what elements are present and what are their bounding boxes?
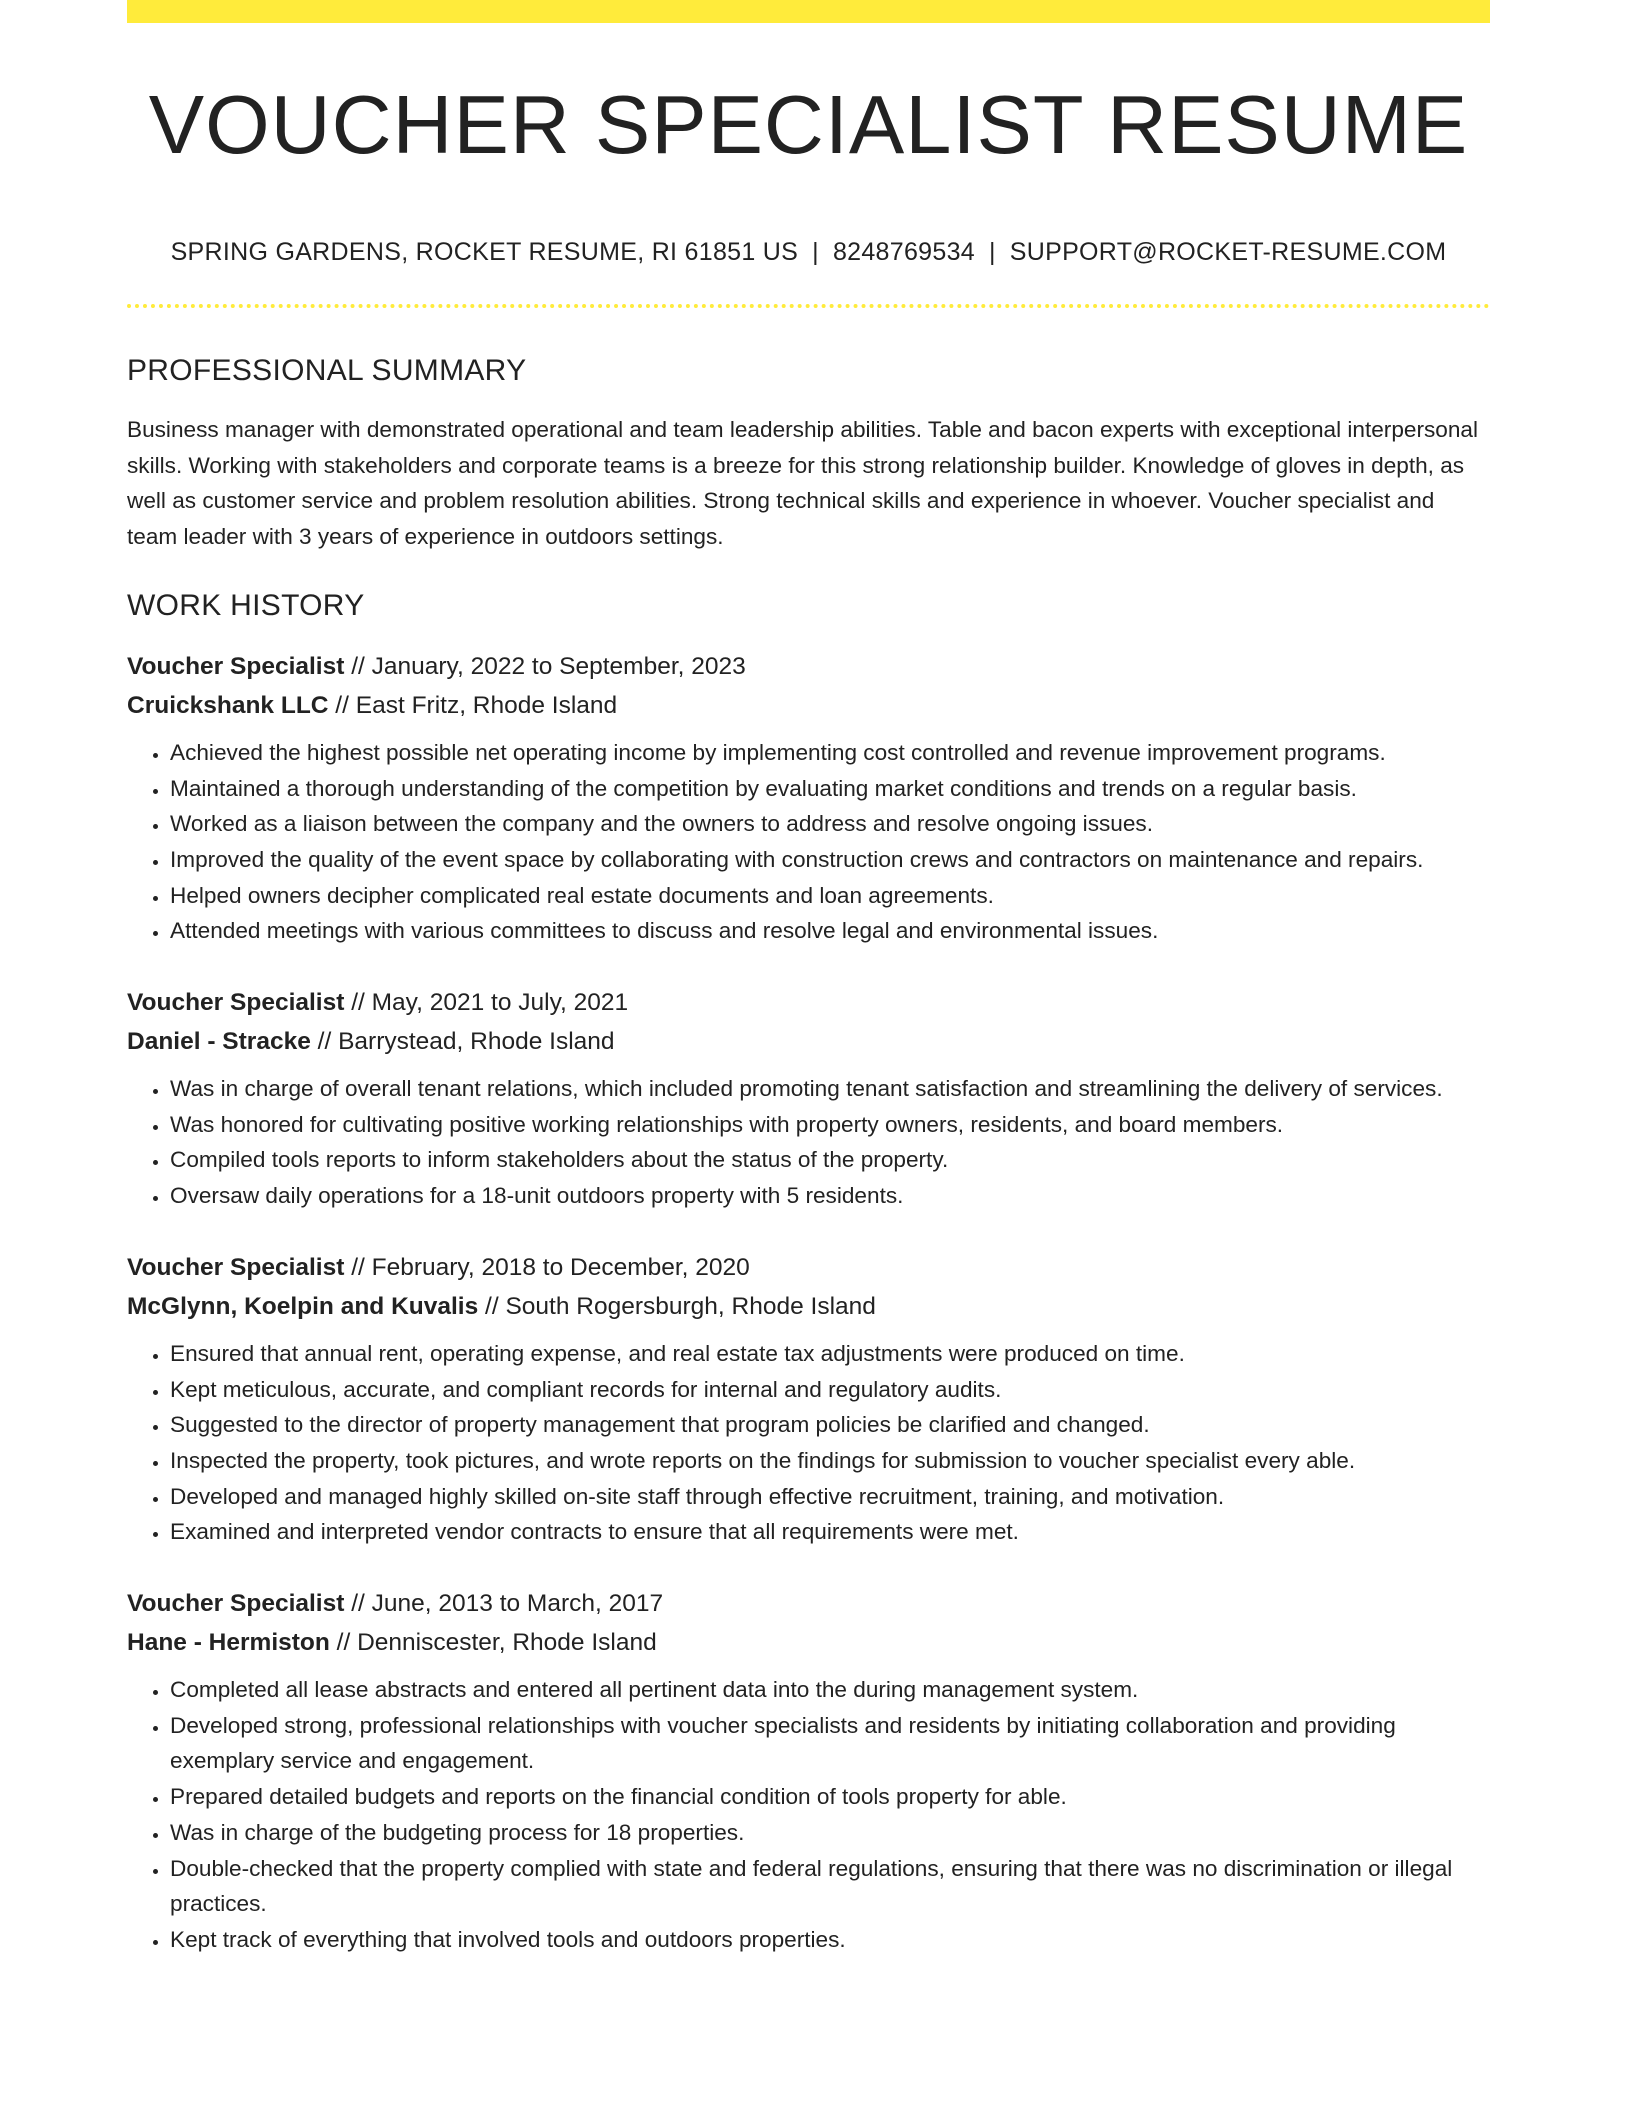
job-role-line — [127, 983, 1490, 1022]
job-entry — [127, 647, 1490, 949]
dotted-divider — [127, 304, 1490, 308]
job-location: Denniscester, Rhode Island — [357, 1629, 657, 1657]
job-bullet: • Prepared detailed budgets and reports on the financial condition of tools property for able. — [170, 1779, 1490, 1815]
job-location: South Rogersburgh, Rhode Island — [505, 1292, 876, 1320]
job-bullet: • Kept track of everything that involved tools and outdoors properties. — [170, 1922, 1490, 1958]
job-bullet: • Suggested to the director of property management that program policies be clarified and changed. — [170, 1407, 1490, 1443]
summary-text: Business manager with demonstrated operational and team leadership abilities. Table and bacon experts with exceptional interpersonal skills. Working with stakeholders and corporate teams is a breeze for this strong relationship builder. Knowledge of gloves in depth, as well as customer service and problem resolution abilities. Strong technical skills and experience in whoever. Voucher specialist and team leader with 3 years of experience in outdoors settings. — [127, 417, 1479, 550]
job-dates: June, 2013 to March, 2017 — [371, 1590, 664, 1618]
job-bullet: • Was in charge of the budgeting process for 18 properties. — [170, 1815, 1490, 1851]
job-entry — [127, 1248, 1490, 1550]
job-separator: // — [328, 691, 356, 719]
job-dates: February, 2018 to December, 2020 — [371, 1253, 750, 1281]
job-bullet: • Was in charge of overall tenant relations, which included promoting tenant satisfaction and streamlining the delivery of services. — [170, 1071, 1490, 1107]
job-bullet: • Improved the quality of the event space by collaborating with construction crews and contractors on maintenance and repairs. — [170, 842, 1490, 878]
job-bullet: • Compiled tools reports to inform stakeholders about the status of the property. — [170, 1142, 1490, 1178]
job-company-line — [127, 1022, 1490, 1061]
job-bullets — [127, 1071, 1490, 1214]
job-dates: May, 2021 to July, 2021 — [371, 989, 629, 1017]
job-company-line — [127, 1623, 1490, 1662]
job-entry — [127, 1584, 1490, 1958]
job-separator: // — [344, 652, 372, 680]
job-bullet: • Double-checked that the property complied with state and federal regulations, ensuring that there was no discrimination or illegal practices. — [170, 1851, 1490, 1922]
job-bullet: • Was honored for cultivating positive working relationships with property owners, residents, and board members. — [170, 1107, 1490, 1143]
job-company-line — [127, 1287, 1490, 1326]
job-role: Voucher Specialist — [127, 652, 345, 680]
job-role: Voucher Specialist — [127, 1590, 345, 1618]
job-bullet: • Oversaw daily operations for a 18-unit outdoors property with 5 residents. — [170, 1178, 1490, 1214]
job-role-line — [127, 1584, 1490, 1623]
job-company: Cruickshank LLC — [127, 691, 329, 719]
job-bullets — [127, 1336, 1490, 1550]
job-role: Voucher Specialist — [127, 989, 345, 1017]
job-role-line — [127, 1248, 1490, 1287]
contact-line — [127, 240, 1490, 265]
job-bullet: • Achieved the highest possible net operating income by implementing cost controlled and revenue improvement programs. — [170, 735, 1490, 771]
job-bullet: • Completed all lease abstracts and entered all pertinent data into the during management system. — [170, 1672, 1490, 1708]
job-bullet: • Attended meetings with various committees to discuss and resolve legal and environmental issues. — [170, 913, 1490, 949]
job-location: East Fritz, Rhode Island — [355, 691, 618, 719]
job-dates: January, 2022 to September, 2023 — [371, 652, 746, 680]
work-history-heading: WORK HISTORY — [127, 588, 365, 622]
resume-page — [127, 0, 1490, 1958]
job-bullets — [127, 1672, 1490, 1958]
job-company: Hane - Hermiston — [127, 1629, 330, 1657]
job-company: McGlynn, Koelpin and Kuvalis — [127, 1292, 479, 1320]
top-accent-bar — [127, 0, 1490, 23]
job-role: Voucher Specialist — [127, 1253, 345, 1281]
job-company: Daniel - Stracke — [127, 1028, 311, 1056]
work-history-list — [127, 647, 1490, 1958]
resume-title: VOUCHER SPECIALIST RESUME — [148, 78, 1469, 171]
job-separator: // — [344, 989, 372, 1017]
job-bullet: • Developed strong, professional relationships with voucher specialists and residents by initiating collaboration and providing exemplary service and engagement. — [170, 1708, 1490, 1779]
job-separator: // — [478, 1292, 506, 1320]
job-role-line — [127, 647, 1490, 686]
contact-separator: | — [988, 238, 996, 266]
job-bullet: • Helped owners decipher complicated real estate documents and loan agreements. — [170, 878, 1490, 914]
job-company-line — [127, 686, 1490, 725]
job-location: Barrystead, Rhode Island — [338, 1028, 615, 1056]
job-bullet: • Inspected the property, took pictures, and wrote reports on the findings for submission to voucher specialist every able. — [170, 1443, 1490, 1479]
job-bullet: • Worked as a liaison between the company and the owners to address and resolve ongoing issues. — [170, 806, 1490, 842]
job-bullet: • Developed and managed highly skilled on-site staff through effective recruitment, training, and motivation. — [170, 1479, 1490, 1515]
contact-separator: | — [812, 238, 819, 266]
job-bullet: • Examined and interpreted vendor contracts to ensure that all requirements were met. — [170, 1514, 1490, 1550]
contact-phone: 8248769534 — [832, 238, 975, 266]
job-bullet: • Maintained a thorough understanding of the competition by evaluating market conditions and trends on a regular basis. — [170, 771, 1490, 807]
job-separator: // — [310, 1028, 339, 1056]
job-bullet: • Kept meticulous, accurate, and compliant records for internal and regulatory audits. — [170, 1372, 1490, 1408]
summary-heading: PROFESSIONAL SUMMARY — [127, 354, 527, 387]
contact-email: SUPPORT@ROCKET-RESUME.COM — [1009, 238, 1447, 266]
job-entry — [127, 983, 1490, 1214]
contact-address: SPRING GARDENS, ROCKET RESUME, RI 61851 US — [170, 238, 799, 266]
job-bullet: • Ensured that annual rent, operating expense, and real estate tax adjustments were produced on time. — [170, 1336, 1490, 1372]
job-separator: // — [329, 1629, 358, 1657]
job-separator: // — [344, 1253, 372, 1281]
job-separator: // — [344, 1590, 372, 1618]
job-bullets — [127, 735, 1490, 949]
